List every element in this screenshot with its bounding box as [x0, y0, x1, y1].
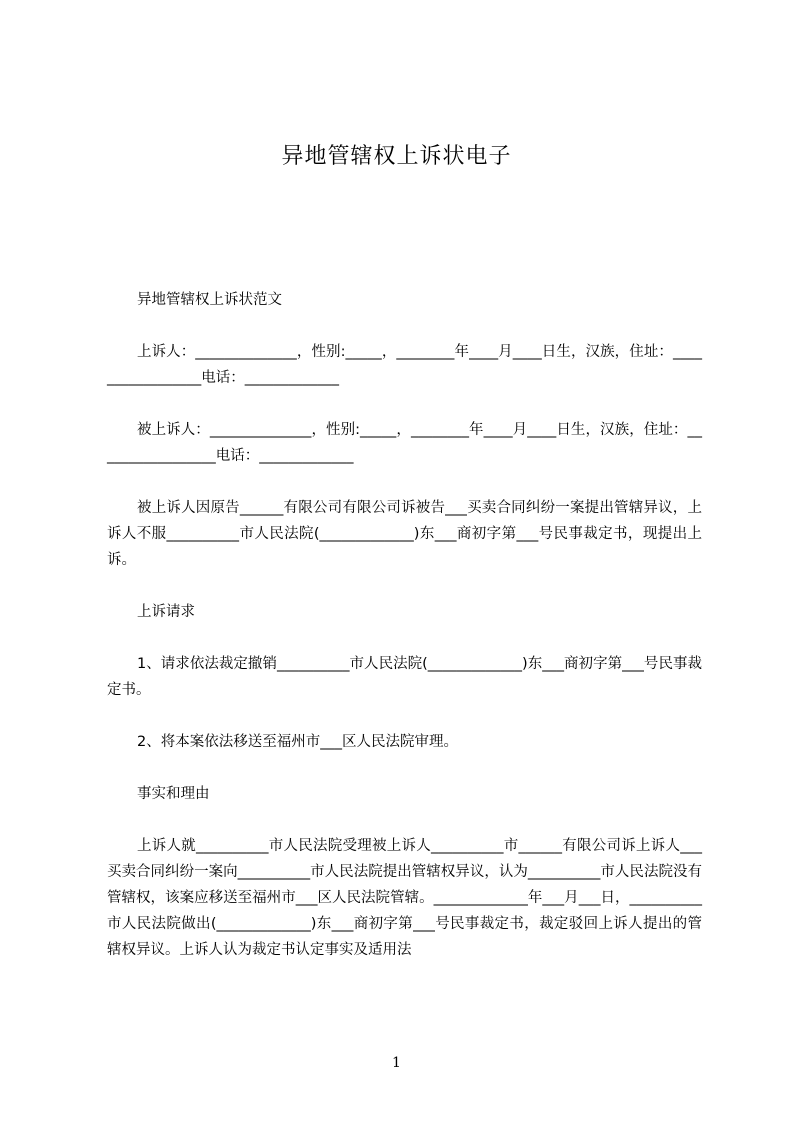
- facts-heading: 事实和理由: [137, 786, 210, 802]
- facts-body: 上诉人就__________市人民法院受理被上诉人__________市______有限公司诉上诉人___买卖合同纠纷一案向__________市人民法院提出管辖权异议，认为__________市人民法院没有管辖权，该案应移送至福州市___区人民法院管辖。_____________年___月___日，__________市人民法院做出(_____________)东___商初字第___号民事裁定书，裁定驳回上诉人提出的管辖权异议。上诉人认为裁定书认定事实及适用法: [107, 838, 702, 958]
- document-body: [107, 287, 702, 989]
- request-item-1: 1、请求依法裁定撤销__________市人民法院(_____________)东___商初字第___号民事裁定书。: [107, 656, 702, 698]
- appellant-info: 上诉人：______________，性别:_____，________年____月____日生，汉族，住址：_________________电话：_____________: [107, 344, 702, 386]
- appellee-info: 被上诉人：______________，性别:_____，________年____月____日生，汉族，住址：_________________电话：_____________: [107, 422, 702, 464]
- subtitle: 异地管辖权上诉状范文: [137, 292, 282, 308]
- request-item-2: 2、将本案依法移送至福州市___区人民法院审理。: [137, 734, 458, 750]
- page-number: 1: [392, 1055, 401, 1071]
- document-title: 异地管辖权上诉状电子: [281, 144, 512, 169]
- case-background: 被上诉人因原告______有限公司有限公司诉被告___买卖合同纠纷一案提出管辖异议，上诉人不服__________市人民法院(_____________)东___商初字第___号民事裁定书，现提出上诉。: [107, 500, 702, 568]
- request-heading: 上诉请求: [137, 604, 195, 620]
